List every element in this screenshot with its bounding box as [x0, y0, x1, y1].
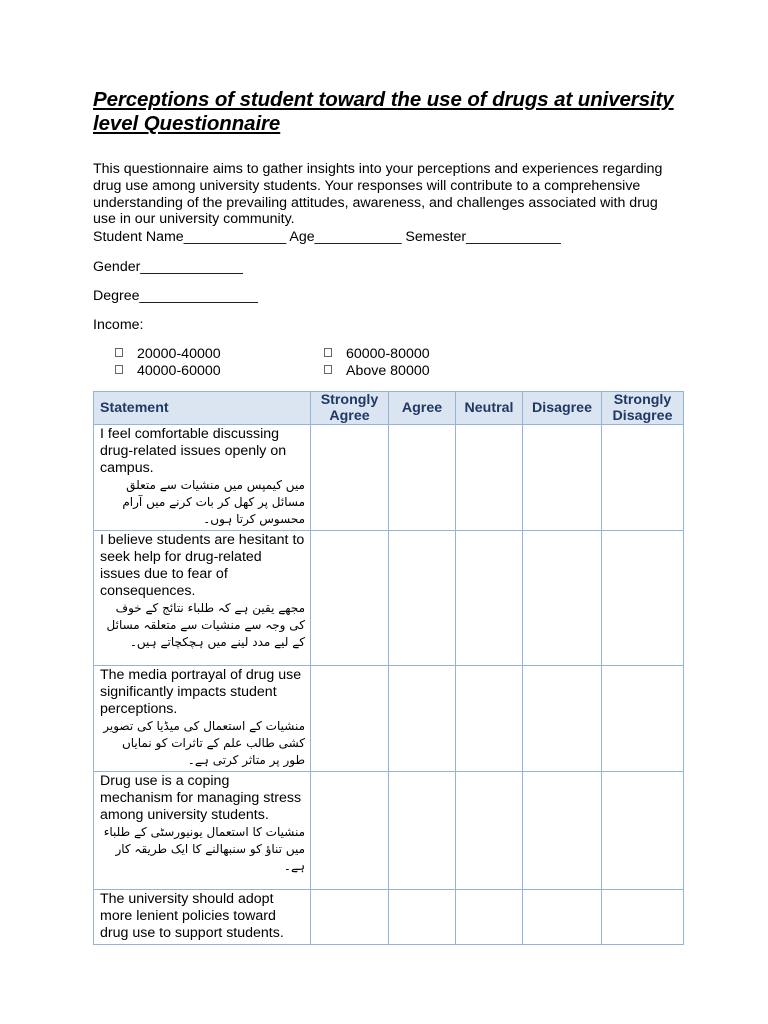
response-cell-strongly-disagree[interactable]	[602, 666, 684, 772]
response-cell-neutral[interactable]	[456, 890, 523, 945]
response-cell-neutral[interactable]	[456, 531, 523, 666]
table-row	[94, 425, 684, 531]
gender-line[interactable]: Gender_____________	[93, 259, 243, 275]
table-row	[94, 772, 684, 890]
response-cell-strongly-agree[interactable]	[311, 531, 389, 666]
income-label: Income:	[93, 317, 144, 333]
header-neutral: Neutral	[456, 392, 523, 425]
statement-urdu: میں کیمپس میں منشیات سے متعلق مسائل پر کھل کر بات کرنے میں آرام محسوس کرتا ہوں۔	[122, 478, 305, 526]
likert-table	[93, 391, 684, 945]
response-cell-strongly-agree[interactable]	[311, 772, 389, 890]
checkbox-icon[interactable]	[115, 348, 123, 357]
student-name-age-semester-line[interactable]: Student Name_____________ Age___________ Semester____________	[93, 229, 561, 245]
response-cell-agree[interactable]	[389, 890, 456, 945]
intro-paragraph: This questionnaire aims to gather insights into your perceptions and experiences regarding drug use among university students. Your responses will contribute to a comprehensive understanding of the prevailing attitudes, awareness, and challenges associated with drug use in our university community.	[93, 161, 663, 228]
statement-english: I feel comfortable discussing drug-related issues openly on campus.	[100, 426, 287, 476]
response-cell-strongly-agree[interactable]	[311, 890, 389, 945]
response-cell-disagree[interactable]	[523, 531, 602, 666]
statement-english: The media portrayal of drug use significantly impacts student perceptions.	[100, 667, 302, 717]
header-strongly-agree: Strongly Agree	[311, 392, 389, 425]
statement-urdu: منشیات کا استعمال یونیورسٹی کے طلباء میں تناؤ کو سنبھالنے کا ایک طریقہ کار ہے۔	[103, 825, 305, 873]
statement-english: Drug use is a coping mechanism for managing stress among university students.	[100, 773, 302, 823]
income-option-label: Above 80000	[346, 363, 430, 379]
income-option[interactable]	[115, 346, 221, 363]
statement-english: The university should adopt more lenient policies toward drug use to support students.	[100, 891, 284, 941]
statement-cell	[94, 890, 311, 945]
income-option[interactable]	[324, 363, 430, 380]
income-option[interactable]	[115, 363, 221, 380]
response-cell-agree[interactable]	[389, 425, 456, 531]
response-cell-strongly-disagree[interactable]	[602, 772, 684, 890]
income-option-label: 20000-40000	[137, 346, 221, 362]
response-cell-strongly-agree[interactable]	[311, 666, 389, 772]
statement-cell	[94, 772, 311, 890]
table-row	[94, 890, 684, 945]
income-option-label: 60000-80000	[346, 346, 430, 362]
statement-english: I believe students are hesitant to seek help for drug-related issues due to fear of consequences.	[100, 532, 305, 599]
income-option[interactable]	[324, 346, 430, 363]
response-cell-neutral[interactable]	[456, 772, 523, 890]
statement-cell	[94, 666, 311, 772]
response-cell-disagree[interactable]	[523, 772, 602, 890]
statement-cell	[94, 425, 311, 531]
table-row	[94, 666, 684, 772]
table-header-row	[94, 392, 684, 425]
response-cell-disagree[interactable]	[523, 890, 602, 945]
response-cell-neutral[interactable]	[456, 666, 523, 772]
document-title: Perceptions of student toward the use of drugs at university level Questionnaire	[93, 88, 674, 135]
response-cell-disagree[interactable]	[523, 666, 602, 772]
header-disagree: Disagree	[523, 392, 602, 425]
response-cell-strongly-agree[interactable]	[311, 425, 389, 531]
response-cell-agree[interactable]	[389, 666, 456, 772]
response-cell-strongly-disagree[interactable]	[602, 531, 684, 666]
response-cell-agree[interactable]	[389, 531, 456, 666]
response-cell-disagree[interactable]	[523, 425, 602, 531]
response-cell-strongly-disagree[interactable]	[602, 425, 684, 531]
table-row	[94, 531, 684, 666]
statement-urdu: مجھے یقین ہے کہ طلباء نتائج کے خوف کی وجہ سے منشیات سے متعلقہ مسائل کے لیے مدد لینے میں ہچکچاتے ہیں۔	[106, 601, 305, 649]
statement-cell	[94, 531, 311, 666]
response-cell-agree[interactable]	[389, 772, 456, 890]
header-strongly-disagree: Strongly Disagree	[602, 392, 684, 425]
checkbox-icon[interactable]	[115, 365, 123, 374]
income-option-label: 40000-60000	[137, 363, 221, 379]
questionnaire-page	[93, 88, 683, 941]
header-statement: Statement	[94, 392, 311, 425]
checkbox-icon[interactable]	[324, 365, 332, 374]
response-cell-neutral[interactable]	[456, 425, 523, 531]
statement-urdu: منشیات کے استعمال کی میڈیا کی تصویر کشی طالب علم کے تاثرات کو نمایاں طور پر متاثر کرتی ہے۔	[103, 719, 305, 767]
checkbox-icon[interactable]	[324, 348, 332, 357]
response-cell-strongly-disagree[interactable]	[602, 890, 684, 945]
degree-line[interactable]: Degree_______________	[93, 288, 258, 304]
header-agree: Agree	[389, 392, 456, 425]
